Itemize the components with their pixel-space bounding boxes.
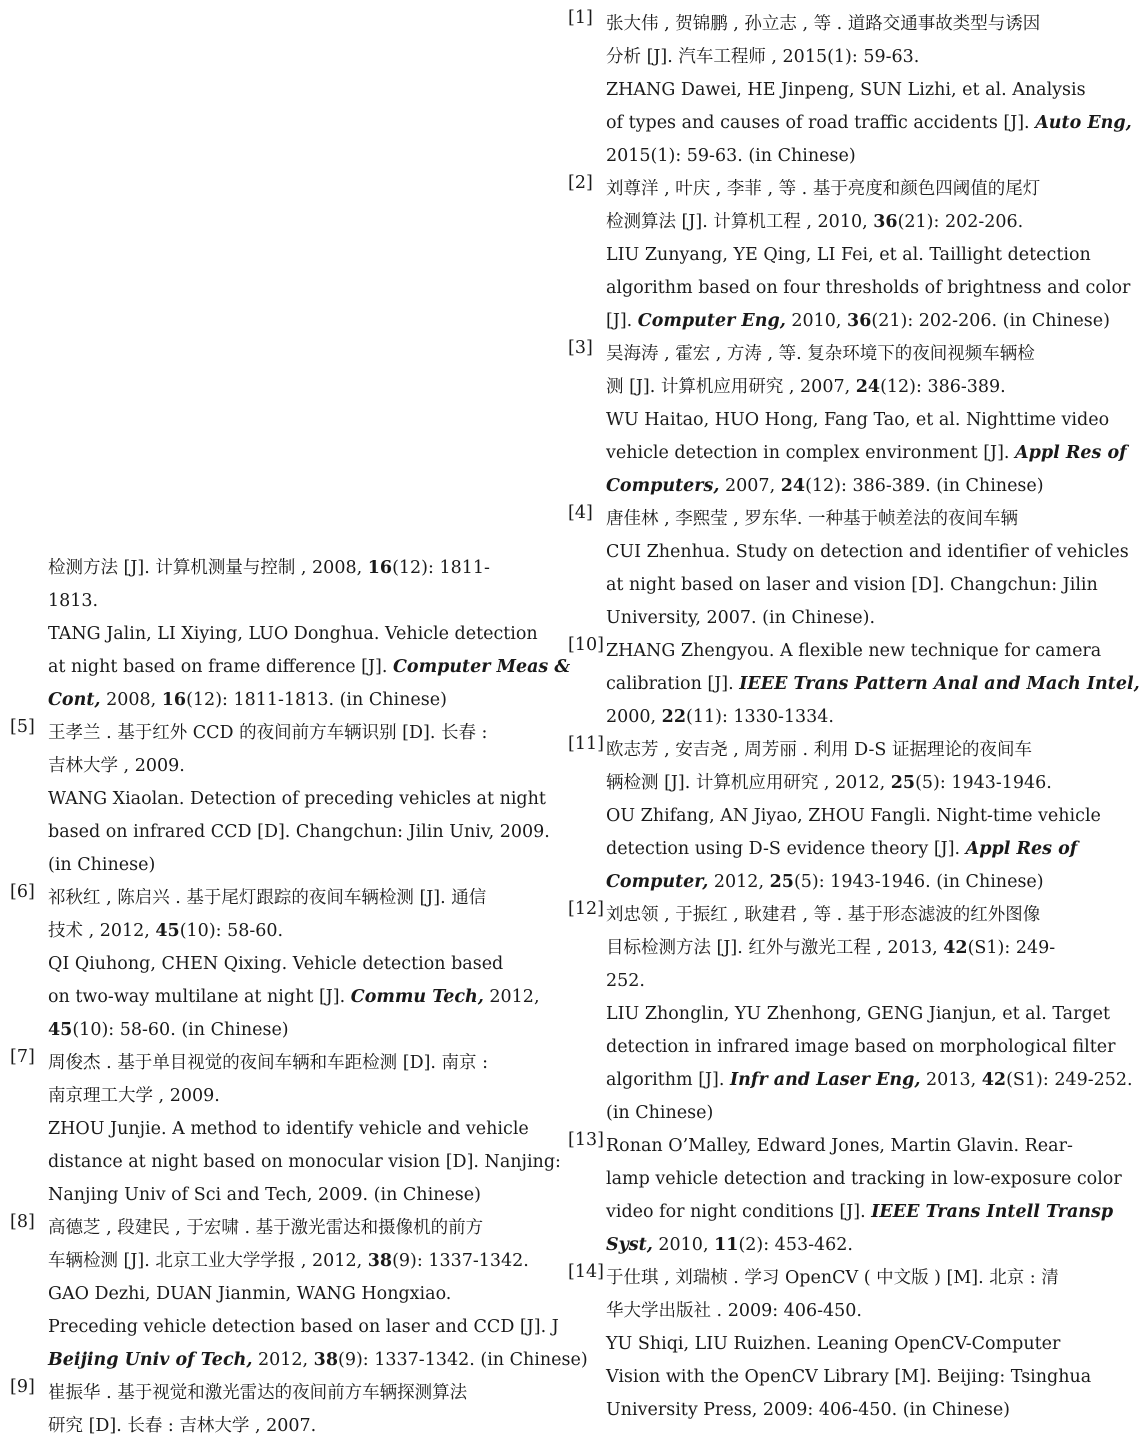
reference-text: (in Chinese) [48, 855, 156, 875]
reference-line [606, 1229, 1080, 1262]
journal-name: Infr and Laser Eng, [730, 1070, 921, 1090]
reference-entry [568, 1262, 1092, 1427]
reference-line [48, 1245, 530, 1278]
reference-line [48, 618, 538, 651]
reference-text: (12): 386-389. (in Chinese) [805, 476, 1044, 496]
reference-number: [7] [10, 1047, 35, 1067]
reference-line [606, 767, 1080, 800]
volume-number: 38 [367, 1251, 393, 1271]
reference-text: 2007, [719, 476, 781, 496]
reference-line [606, 1163, 1122, 1196]
volume-number: 22 [661, 707, 687, 727]
reference-line [48, 1410, 530, 1443]
reference-text: YU Shiqi, LIU Ruizhen. Leaning OpenCV-Computer [606, 1334, 1061, 1354]
reference-text: 252. [606, 971, 645, 991]
reference-line [606, 404, 1110, 437]
reference-text: GAO Dezhi, DUAN Jianmin, WANG Hongxiao. [48, 1284, 452, 1304]
reference-line [606, 1361, 1092, 1394]
reference-text: vehicle detection in complex environment [J]. [606, 443, 1016, 463]
reference-number: [6] [10, 882, 35, 902]
reference-text: Nanjing Univ of Sci and Tech, 2009. (in Chinese) [48, 1185, 481, 1205]
reference-line [48, 1179, 530, 1212]
reference-text: 周俊杰 . 基于单目视觉的夜间车辆和车距检测 [D]. 南京 : [48, 1053, 489, 1073]
reference-line [48, 1278, 530, 1311]
journal-name: Cont, [48, 690, 101, 710]
reference-text: (9): 1337-1342. [392, 1251, 529, 1271]
reference-text: LIU Zhonglin, YU Zhenhong, GENG Jianjun, et al. Target [606, 1004, 1111, 1024]
reference-line [606, 701, 1080, 734]
reference-line [606, 239, 1091, 272]
reference-line [606, 206, 1080, 239]
reference-text: (21): 202-206. [897, 212, 1024, 232]
reference-entry [10, 1047, 561, 1212]
reference-text: 2012, [483, 987, 540, 1007]
reference-text: 2015(1): 59-63. (in Chinese) [606, 146, 856, 166]
reference-text: 刘尊洋 , 叶庆 , 李菲 , 等 . 基于亮度和颜色四阈值的尾灯 [606, 179, 1041, 199]
reference-line [606, 1064, 1133, 1097]
reference-line [48, 783, 546, 816]
journal-name: Appl Res of [965, 839, 1078, 859]
reference-entry [568, 1130, 1122, 1262]
reference-line [606, 173, 1080, 206]
journal-name: Commu Tech, [350, 987, 484, 1007]
reference-line [606, 1394, 1080, 1427]
reference-text: 于仕琪 , 刘瑞桢 . 学习 OpenCV ( 中文版 ) [M]. 北京 : 清 [606, 1268, 1059, 1288]
reference-text: (10): 58-60. (in Chinese) [72, 1020, 289, 1040]
reference-text: 高德芝 , 段建民 , 于宏啸 . 基于激光雷达和摄像机的前方 [48, 1218, 484, 1238]
reference-text: of types and causes of road traffic accidents [J]. [606, 113, 1036, 133]
reference-text: 测 [J]. 计算机应用研究 , 2007, [606, 377, 856, 397]
journal-name: Beijing Univ of Tech, [48, 1350, 253, 1370]
reference-line [48, 552, 530, 585]
reference-line [606, 1196, 1114, 1229]
reference-entry [10, 882, 540, 1047]
reference-text: detection using D-S evidence theory [J]. [606, 839, 966, 859]
reference-line [606, 74, 1086, 107]
reference-text: 2010, [785, 311, 848, 331]
reference-text: 研究 [D]. 长春 : 吉林大学 , 2007. [48, 1416, 317, 1436]
reference-text: QI Qiuhong, CHEN Qixing. Vehicle detection based [48, 954, 504, 974]
volume-number: 24 [780, 476, 806, 496]
reference-text: University, 2007. (in Chinese). [606, 608, 876, 628]
journal-name: Syst, [606, 1235, 653, 1255]
reference-text: 南京理工大学 , 2009. [48, 1086, 220, 1106]
reference-line [606, 635, 1102, 668]
journal-name: Auto Eng, [1035, 113, 1132, 133]
reference-text: 祁秋红 , 陈启兴 . 基于尾灯跟踪的夜间车辆检测 [J]. 通信 [48, 888, 487, 908]
reference-text: detection in infrared image based on morphological filter [606, 1037, 1116, 1057]
reference-text: 2008, [100, 690, 162, 710]
reference-text: 2012, [252, 1350, 314, 1370]
reference-text: Vision with the OpenCV Library [M]. Beijing: Tsinghua [606, 1367, 1092, 1387]
reference-text: 检测算法 [J]. 计算机工程 , 2010, [606, 212, 874, 232]
reference-text: (2): 453-462. [738, 1235, 853, 1255]
reference-text: ZHANG Dawei, HE Jinpeng, SUN Lizhi, et al. Analysis [606, 80, 1086, 100]
reference-text: TANG Jalin, LI Xiying, LUO Donghua. Vehicle detection [48, 624, 538, 644]
reference-line [606, 41, 1080, 74]
reference-text: LIU Zunyang, YE Qing, LI Fei, et al. Taillight detection [606, 245, 1091, 265]
reference-text: 2010, [652, 1235, 715, 1255]
reference-text: algorithm [J]. [606, 1070, 730, 1090]
reference-line [48, 684, 530, 717]
reference-line [48, 1212, 530, 1245]
reference-text: 分析 [J]. 汽车工程师 , 2015(1): 59-63. [606, 47, 920, 67]
volume-number: 42 [943, 938, 968, 958]
reference-column-right [568, 8, 1140, 1427]
reference-line [606, 338, 1080, 371]
volume-number: 38 [313, 1350, 339, 1370]
reference-line [48, 585, 530, 618]
reference-text: at night based on laser and vision [D]. Changchun: Jilin [606, 575, 1098, 595]
reference-text: 1813. [48, 591, 99, 611]
volume-number: 42 [981, 1070, 1007, 1090]
reference-line [606, 305, 1110, 338]
reference-text: ZHANG Zhengyou. A flexible new technique for camera [606, 641, 1102, 661]
reference-entry [568, 635, 1140, 734]
reference-text: (9): 1337-1342. (in Chinese) [338, 1350, 588, 1370]
reference-line [48, 750, 530, 783]
reference-text: lamp vehicle detection and tracking in low-exposure color [606, 1169, 1122, 1189]
reference-text: 2000, [606, 707, 662, 727]
volume-number: 16 [161, 690, 187, 710]
volume-number: 25 [769, 872, 794, 892]
reference-text: (S1): 249-252. [1006, 1070, 1133, 1090]
reference-line [606, 866, 1080, 899]
reference-number: [10] [568, 635, 604, 655]
reference-line [606, 107, 1132, 140]
volume-number: 16 [367, 558, 393, 578]
reference-text: [J]. [606, 311, 638, 331]
journal-name: Computers, [606, 476, 720, 496]
reference-line [48, 1377, 530, 1410]
reference-text: OU Zhifang, AN Jiyao, ZHOU Fangli. Night-time vehicle [606, 806, 1101, 826]
reference-entry [10, 552, 571, 717]
reference-text: University Press, 2009: 406-450. (in Chinese) [606, 1400, 1011, 1420]
reference-text: calibration [J]. [606, 674, 740, 694]
reference-line [48, 948, 530, 981]
reference-line [606, 800, 1101, 833]
reference-line [606, 536, 1129, 569]
reference-text: (in Chinese) [606, 1103, 714, 1123]
journal-name: Computer Eng, [637, 311, 786, 331]
volume-number: 45 [155, 921, 180, 941]
reference-text: (11): 1330-1334. [686, 707, 834, 727]
reference-number: [5] [10, 717, 35, 737]
reference-text: 吴海涛 , 霍宏 , 方涛 , 等. 复杂环境下的夜间视频车辆检 [606, 344, 1035, 364]
volume-number: 25 [890, 773, 916, 793]
volume-number: 36 [847, 311, 872, 331]
journal-name: Computer, [606, 872, 709, 892]
reference-text: (12): 1811- [392, 558, 490, 578]
journal-name: Appl Res of [1015, 443, 1127, 463]
reference-number: [2] [568, 173, 593, 193]
reference-line [48, 717, 530, 750]
reference-line [48, 816, 550, 849]
reference-line [606, 8, 1080, 41]
reference-number: [1] [568, 8, 593, 28]
reference-line [606, 1031, 1116, 1064]
reference-text: 华大学出版社 . 2009: 406-450. [606, 1301, 862, 1321]
reference-line [48, 882, 530, 915]
reference-line [606, 503, 1080, 536]
reference-text: 2013, [920, 1070, 982, 1090]
reference-text: CUI Zhenhua. Study on detection and identifier of vehicles [606, 542, 1129, 562]
reference-line [48, 1014, 530, 1047]
reference-line [48, 849, 530, 882]
reference-text: ZHOU Junjie. A method to identify vehicle and vehicle [48, 1119, 529, 1139]
reference-entry [568, 173, 1131, 338]
reference-number: [4] [568, 503, 593, 523]
reference-line [606, 1097, 1080, 1130]
reference-line [48, 1146, 561, 1179]
volume-number: 11 [714, 1235, 739, 1255]
reference-text: 王孝兰 . 基于红外 CCD 的夜间前方车辆识别 [D]. 长春 : [48, 723, 488, 743]
reference-number: [9] [10, 1377, 35, 1397]
reference-line [48, 651, 571, 684]
reference-line [606, 1130, 1080, 1163]
reference-number: [3] [568, 338, 593, 358]
reference-line [48, 1344, 588, 1377]
reference-number: [12] [568, 899, 604, 919]
reference-text: WANG Xiaolan. Detection of preceding vehicles at night [48, 789, 546, 809]
reference-line [48, 1047, 530, 1080]
reference-line [606, 1295, 1080, 1328]
reference-line [48, 1080, 530, 1113]
reference-text: (5): 1943-1946. (in Chinese) [793, 872, 1044, 892]
reference-line [606, 965, 1080, 998]
reference-text: 张大伟 , 贺锦鹏 , 孙立志 , 等 . 道路交通事故类型与诱因 [606, 14, 1041, 34]
reference-line [606, 932, 1080, 965]
reference-line [606, 668, 1140, 701]
reference-text: (S1): 249- [967, 938, 1056, 958]
reference-text: distance at night based on monocular vision [D]. Nanjing: [48, 1152, 561, 1172]
reference-line [606, 371, 1080, 404]
reference-text: algorithm based on four thresholds of brightness and color [606, 278, 1131, 298]
reference-text: (10): 58-60. [179, 921, 284, 941]
reference-line [48, 1113, 530, 1146]
reference-text: Preceding vehicle detection based on laser and CCD [J]. J [48, 1317, 559, 1337]
reference-entry [568, 8, 1132, 173]
reference-line [48, 915, 530, 948]
reference-entry [568, 899, 1133, 1130]
reference-line [606, 833, 1080, 866]
reference-line [606, 437, 1127, 470]
volume-number: 45 [48, 1020, 73, 1040]
volume-number: 24 [855, 377, 881, 397]
reference-number: [13] [568, 1130, 604, 1150]
reference-line [606, 998, 1111, 1031]
reference-entry [568, 734, 1101, 899]
reference-text: (12): 1811-1813. (in Chinese) [186, 690, 447, 710]
reference-line [606, 470, 1080, 503]
reference-line [48, 981, 540, 1014]
reference-entry [568, 503, 1129, 635]
reference-line [606, 569, 1098, 602]
reference-text: based on infrared CCD [D]. Changchun: Jilin Univ, 2009. [48, 822, 550, 842]
reference-number: [8] [10, 1212, 35, 1232]
reference-line [606, 734, 1080, 767]
reference-text: 技术 , 2012, [48, 921, 156, 941]
reference-entry [10, 1377, 530, 1443]
reference-text: (21): 202-206. (in Chinese) [871, 311, 1110, 331]
reference-line [606, 140, 1080, 173]
reference-number: [11] [568, 734, 604, 754]
journal-name: Computer Meas & [392, 657, 571, 677]
reference-text: on two-way multilane at night [J]. [48, 987, 351, 1007]
reference-text: 欧志芳 , 安吉尧 , 周芳丽 . 利用 D-S 证据理论的夜间车 [606, 740, 1032, 760]
reference-line [606, 272, 1131, 305]
reference-text: 崔振华 . 基于视觉和激光雷达的夜间前方车辆探测算法 [48, 1383, 468, 1403]
reference-text: 检测方法 [J]. 计算机测量与控制 , 2008, [48, 558, 368, 578]
reference-text: at night based on frame difference [J]. [48, 657, 393, 677]
reference-text: 唐佳林 , 李熙莹 , 罗东华. 一种基于帧差法的夜间车辆 [606, 509, 1019, 529]
journal-name: IEEE Trans Pattern Anal and Mach Intel, [739, 674, 1140, 694]
reference-text: 车辆检测 [J]. 北京工业大学学报 , 2012, [48, 1251, 368, 1271]
reference-number: [14] [568, 1262, 604, 1282]
reference-text: (12): 386-389. [880, 377, 1006, 397]
reference-entry [568, 338, 1127, 503]
reference-text: 2012, [708, 872, 770, 892]
reference-line [606, 602, 1080, 635]
reference-text: (5): 1943-1946. [915, 773, 1052, 793]
reference-entry [10, 717, 550, 882]
volume-number: 36 [873, 212, 898, 232]
reference-text: 目标检测方法 [J]. 红外与激光工程 , 2013, [606, 938, 944, 958]
reference-text: 刘忠领 , 于振红 , 耿建君 , 等 . 基于形态滤波的红外图像 [606, 905, 1041, 925]
reference-line [48, 1311, 559, 1344]
reference-text: 吉林大学 , 2009. [48, 756, 185, 776]
journal-name: IEEE Trans Intell Transp [871, 1202, 1114, 1222]
reference-text: 辆检测 [J]. 计算机应用研究 , 2012, [606, 773, 891, 793]
reference-line [606, 899, 1080, 932]
reference-text: Ronan O’Malley, Edward Jones, Martin Glavin. Rear- [606, 1136, 1073, 1156]
reference-line [606, 1328, 1080, 1361]
reference-text: video for night conditions [J]. [606, 1202, 872, 1222]
reference-line [606, 1262, 1080, 1295]
reference-text: WU Haitao, HUO Hong, Fang Tao, et al. Nighttime video [606, 410, 1110, 430]
